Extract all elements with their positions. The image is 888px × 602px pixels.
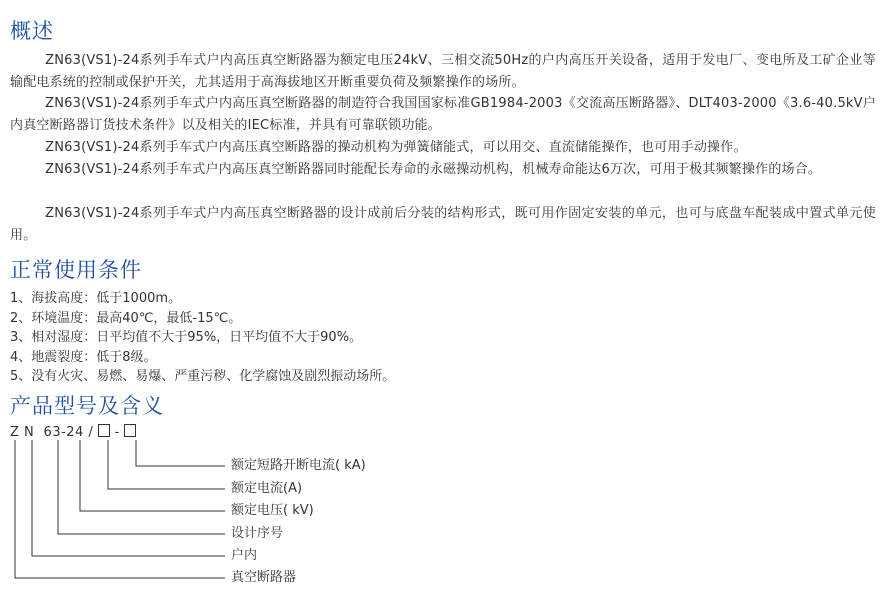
- condition-item-humidity: 3、相对湿度：日平均值不大于95%，日平均值不大于90%。: [10, 330, 363, 345]
- model-code-slash: /: [88, 425, 94, 440]
- label-indoor: 户内: [231, 548, 258, 563]
- condition-item-altitude: 1、海拔高度：低于1000m。: [10, 291, 182, 306]
- label-design-number: 设计序号: [231, 526, 284, 541]
- overview-paragraph-3: ZN63(VS1)-24系列手车式户内高压真空断路器的操动机构为弹簧储能式，可以用交、直流储能操作，也可用手动操作。: [45, 140, 747, 155]
- condition-item-temperature: 2、环境温度：最高40℃，最低-15℃。: [10, 310, 242, 326]
- model-code: [10, 424, 136, 440]
- overview-heading: 概述: [10, 19, 54, 43]
- label-rated-voltage: 额定电压( kV): [231, 503, 314, 518]
- model-heading: 产品型号及含义: [10, 394, 164, 418]
- model-code-design: 63-24: [43, 425, 84, 440]
- condition-item-environment: 5、没有火灾、易燃、易爆、严重污秽、化学腐蚀及剧烈振动场所。: [10, 369, 396, 384]
- label-rated-current: 额定电流(A): [231, 481, 303, 496]
- condition-item-seismic: 4、地震裂度：低于8级。: [10, 349, 157, 365]
- overview-paragraph-2: ZN63(VS1)-24系列手车式户内高压真空断路器的制造符合我国国家标准GB1984-2003《交流高压断路器》、DLT403-2000《3.6-40.5kV户内真空断路器订货技术条件》以及相关的IEC标准，并具有可靠联锁功能。: [10, 96, 876, 133]
- label-breaking-current: 额定短路开断电流( kA): [231, 458, 366, 473]
- overview-paragraph-1: ZN63(VS1)-24系列手车式户内高压真空断路器为额定电压24kV、三相交流50Hz的户内高压开关设备，适用于发电厂、变电所及工矿企业等输配电系统的控制或保护开关，尤其适用于高海拔地区开断重要负荷及频繁操作的场所。: [10, 53, 876, 90]
- model-code-n: N: [24, 425, 35, 440]
- model-code-box-current: [98, 424, 110, 437]
- overview-paragraph-4: ZN63(VS1)-24系列手车式户内高压真空断路器同时能配长寿命的永磁操动机构，机械寿命能达6万次，可用于极其频繁操作的场合。: [45, 162, 822, 177]
- label-vacuum-breaker: 真空断路器: [231, 570, 297, 585]
- overview-paragraph-5: ZN63(VS1)-24系列手车式户内高压真空断路器的设计成前后分装的结构形式，既可用作固定安装的单元，也可与底盘车配装成中置式单元使用。: [10, 206, 876, 243]
- model-code-dash: -: [114, 425, 120, 440]
- model-code-z: Z: [10, 425, 20, 440]
- model-code-box-breaking: [124, 424, 136, 437]
- conditions-heading: 正常使用条件: [10, 258, 142, 282]
